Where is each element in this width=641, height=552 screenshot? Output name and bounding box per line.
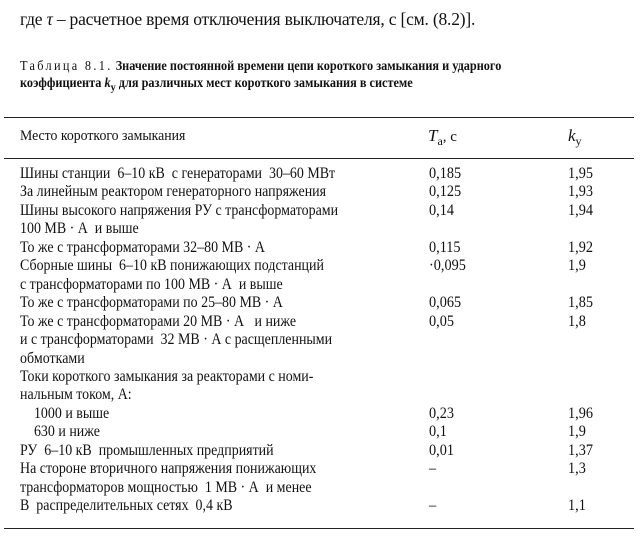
row-ta-value: – bbox=[429, 497, 437, 515]
row-ky-value: 1,92 bbox=[568, 238, 593, 256]
row-text-line: То же с трансформаторами 32–80 МВ · А bbox=[20, 238, 265, 256]
table-bottom-rule bbox=[4, 528, 634, 529]
row-text-line: Токи короткого замыкания за реакторами с номи- bbox=[20, 367, 314, 385]
header-rule bbox=[4, 158, 634, 159]
k-subscript: у bbox=[110, 81, 116, 94]
row-text-line: нальным током, А: bbox=[20, 386, 132, 404]
row-ta-value: 0,23 bbox=[429, 404, 454, 422]
ta-subscript: а bbox=[437, 134, 443, 148]
row-ky-value: 1,9 bbox=[568, 423, 586, 441]
row-ta-value: – bbox=[429, 460, 437, 478]
caption-text-1: Значение постоянной времени цепи короткого замыкания и ударного коэффициента bbox=[20, 58, 502, 90]
table-label: Таблица 8.1. bbox=[20, 58, 113, 73]
row-text-line: То же с трансформаторами 20 МВ · А и ниже bbox=[20, 312, 297, 330]
ky-subscript: у bbox=[575, 134, 582, 148]
row-ta-value: 0,125 bbox=[429, 183, 462, 201]
row-ky-value: 1,94 bbox=[568, 201, 593, 219]
intro-prefix: где bbox=[20, 9, 47, 29]
row-ky-value: 1,1 bbox=[568, 497, 586, 515]
header-ky bbox=[568, 126, 582, 149]
row-text-line: 100 МВ · А и выше bbox=[20, 220, 139, 238]
row-text-line: На стороне вторичного напряжения понижающих bbox=[20, 460, 317, 478]
row-text-line: Шины станции 6–10 кВ с генераторами 30–60 МВт bbox=[20, 165, 336, 182]
row-ta-value: 0,05 bbox=[429, 312, 454, 330]
row-ta-value: ·0,095 bbox=[429, 257, 466, 275]
row-text-line: Шины высокого напряжения РУ с трансформаторами bbox=[20, 201, 339, 219]
row-ta-value: 0,1 bbox=[429, 423, 447, 441]
row-ky-value: 1,3 bbox=[568, 460, 586, 478]
row-text-line: То же с трансформаторами по 25–80 МВ · А bbox=[20, 294, 283, 312]
row-ta-value: 0,14 bbox=[429, 201, 454, 219]
row-ky-value: 1,96 bbox=[568, 404, 593, 422]
row-text-line: РУ 6–10 кВ промышленных предприятий bbox=[20, 441, 274, 459]
caption-text-2: для различных мест короткого замыкания в системе bbox=[115, 74, 413, 90]
row-text-line: трансформаторов мощностью 1 МВ · А и менее bbox=[20, 478, 312, 496]
row-ky-value: 1,8 bbox=[568, 312, 586, 330]
table-caption bbox=[20, 58, 578, 96]
row-text-line: За линейным реактором генераторного напряжения bbox=[20, 183, 327, 201]
row-ky-value: 1,9 bbox=[568, 257, 586, 275]
row-text-line: Сборные шины 6–10 кВ понижающих подстанций bbox=[20, 257, 324, 275]
header-place: Место короткого замыкания bbox=[20, 128, 186, 144]
row-ky-value: 1,95 bbox=[568, 165, 593, 182]
row-ta-value: 0,065 bbox=[429, 294, 462, 312]
row-ky-value: 1,37 bbox=[568, 441, 593, 459]
row-ky-value: 1,93 bbox=[568, 183, 593, 201]
row-text-line: В распределительных сетях 0,4 кВ bbox=[20, 497, 233, 515]
row-ta-value: 0,115 bbox=[429, 238, 461, 256]
ta-unit: , с bbox=[442, 129, 457, 145]
intro-text bbox=[20, 9, 475, 30]
ky-symbol: k bbox=[568, 126, 576, 145]
header-ta bbox=[428, 126, 457, 149]
tau-symbol: τ bbox=[46, 9, 53, 29]
ta-symbol: T bbox=[428, 126, 438, 145]
k-symbol: k bbox=[104, 74, 111, 90]
row-ta-value: 0,01 bbox=[429, 441, 454, 459]
row-text-line: 630 и ниже bbox=[20, 423, 100, 441]
intro-body: – расчетное время отключения выключателя, с [см. (8.2)]. bbox=[52, 9, 476, 29]
row-text-line: обмотками bbox=[20, 349, 85, 367]
row-ta-value: 0,185 bbox=[429, 165, 462, 182]
row-text-line: 1000 и выше bbox=[20, 404, 110, 422]
row-text-line: с трансформаторами по 100 МВ · А и выше bbox=[20, 275, 283, 293]
table-top-rule bbox=[4, 117, 634, 118]
row-ky-value: 1,85 bbox=[568, 294, 593, 312]
row-text-line: и с трансформаторами 32 МВ · А с расщепленными bbox=[20, 331, 333, 349]
